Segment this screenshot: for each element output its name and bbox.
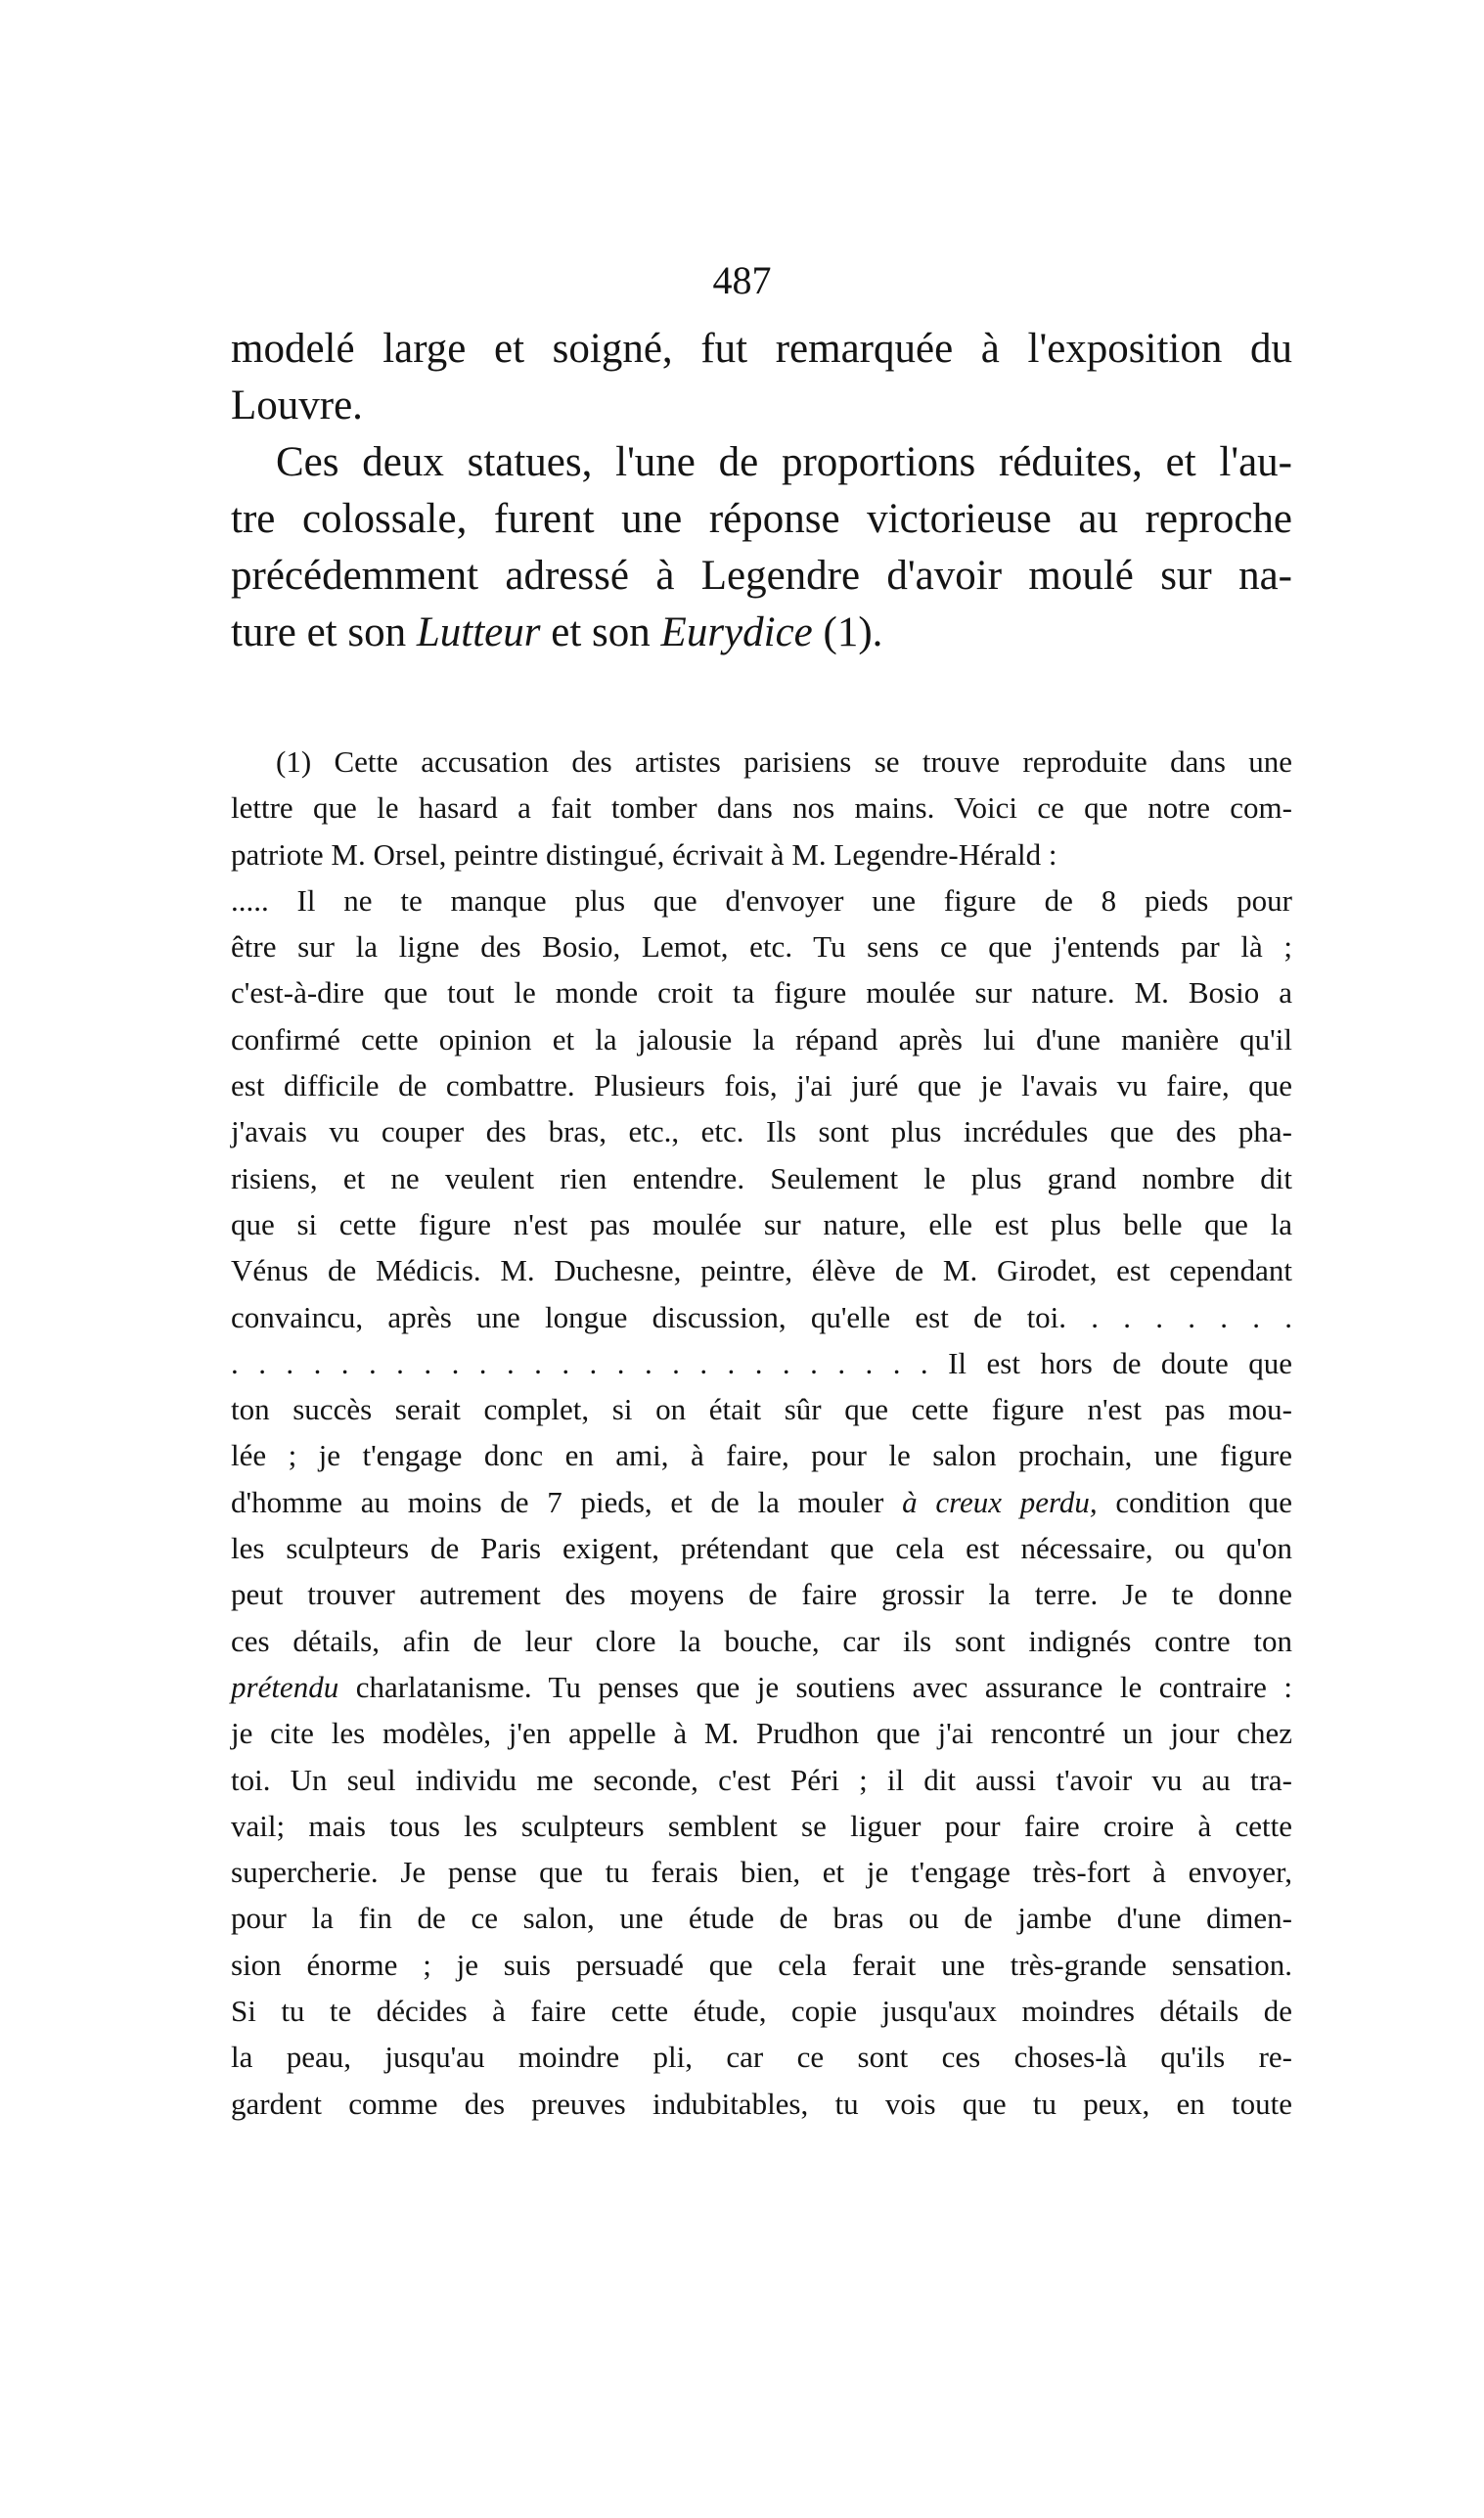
footnote-line: (1) Cette accusation des artistes parisiens se trouve reproduite dans une [276,744,1292,779]
main-text-fragment: ture et son [231,609,417,655]
footnote-line: ton succès serait complet, si on était sûr que cette figure n'est pas mou- [231,1392,1292,1427]
footnote-line: les sculpteurs de Paris exigent, prétendant que cela est nécessaire, ou qu'on [231,1531,1292,1566]
footnote-line: supercherie. Je pense que tu ferais bien, et je t'engage très-fort à envoyer, [231,1855,1292,1890]
footnote-line: convaincu, après une longue discussion, qu'elle est de toi. . . . . . . . [231,1299,1292,1334]
footnote-line [231,1664,1292,1710]
footnote-line: être sur la ligne des Bosio, Lemot, etc. Tu sens ce que j'entends par là ; [231,929,1292,965]
artwork-title-eurydice: Eurydice [660,609,813,655]
footnote-text-fragment: d'homme au moins de 7 pieds, et de la mouler [231,1484,903,1519]
footnote-line: . . . . . . . . . . . . . . . . . . . . . . . . . . Il est hors de doute que [231,1345,1292,1380]
footnote-line [231,1479,1292,1525]
footnote-line: risiens, et ne veulent rien entendre. Seulement le plus grand nombre dit [231,1160,1292,1195]
footnote-line: peut trouver autrement des moyens de faire grossir la terre. Je te donne [231,1577,1292,1612]
footnote-reference: (1). [812,609,883,655]
footnote-line: confirmé cette opinion et la jalousie la répand après lui d'une manière qu'il [231,1021,1292,1057]
main-text [231,321,1292,661]
footnote [231,739,1292,2127]
footnote-line: ces détails, afin de leur clore la bouche, car ils sont indignés contre ton [231,1623,1292,1658]
footnote-line: pour la fin de ce salon, une étude de bras ou de jambe d'une dimen- [231,1901,1292,1936]
footnote-line: est difficile de combattre. Plusieurs fois, j'ai juré que je l'avais vu faire, que [231,1068,1292,1103]
footnote-line: vail; mais tous les sculpteurs semblent se liguer pour faire croire à cette [231,1808,1292,1843]
main-line: Louvre. [231,382,363,428]
main-line: tre colossale, furent une réponse victorieuse au reproche [231,496,1292,542]
main-line: Ces deux statues, l'une de proportions réduites, et l'au- [276,439,1292,485]
footnote-line: gardent comme des preuves indubitables, tu vois que tu peux, en toute [231,2086,1292,2121]
main-text-fragment: et son [540,609,661,655]
footnote-text-fragment: condition que [1097,1484,1292,1519]
italic-word: prétendu [231,1669,339,1704]
italic-phrase: à creux perdu, [902,1484,1098,1519]
main-line-last [231,605,1292,661]
footnote-line: que si cette figure n'est pas moulée sur nature, elle est plus belle que la [231,1206,1292,1241]
footnote-line: sion énorme ; je suis persuadé que cela ferait une très-grande sensation. [231,1947,1292,1982]
page-number: 487 [712,258,772,302]
main-line: précédemment adressé à Legendre d'avoir moulé sur na- [231,553,1292,599]
main-line: modelé large et soigné, fut remarquée à l'exposition du [231,326,1292,372]
footnote-line: toi. Un seul individu me seconde, c'est Péri ; il dit aussi t'avoir vu au tra- [231,1762,1292,1797]
artwork-title-lutteur: Lutteur [416,609,541,655]
footnote-line: Si tu te décides à faire cette étude, copie jusqu'aux moindres détails de [231,1994,1292,2029]
footnote-line: lée ; je t'engage donc en ami, à faire, pour le salon prochain, une figure [231,1438,1292,1473]
footnote-line: la peau, jusqu'au moindre pli, car ce sont ces choses-là qu'ils re- [231,2040,1292,2075]
footnote-line: je cite les modèles, j'en appelle à M. Prudhon que j'ai rencontré un jour chez [231,1716,1292,1751]
footnote-line: c'est-à-dire que tout le monde croit ta figure moulée sur nature. M. Bosio a [231,975,1292,1011]
footnote-line: ..... Il ne te manque plus que d'envoyer une figure de 8 pieds pour [231,882,1292,918]
footnote-line: j'avais vu couper des bras, etc., etc. Ils sont plus incrédules que des pha- [231,1114,1292,1149]
footnote-line: patriote M. Orsel, peintre distingué, écrivait à M. Legendre-Hérald : [231,836,1057,872]
footnote-text-fragment: charlatanisme. Tu penses que je soutiens avec assurance le contraire : [338,1669,1292,1704]
footnote-line: Vénus de Médicis. M. Duchesne, peintre, élève de M. Girodet, est cependant [231,1253,1292,1288]
footnote-line: lettre que le hasard a fait tomber dans nos mains. Voici ce que notre com- [231,790,1292,826]
